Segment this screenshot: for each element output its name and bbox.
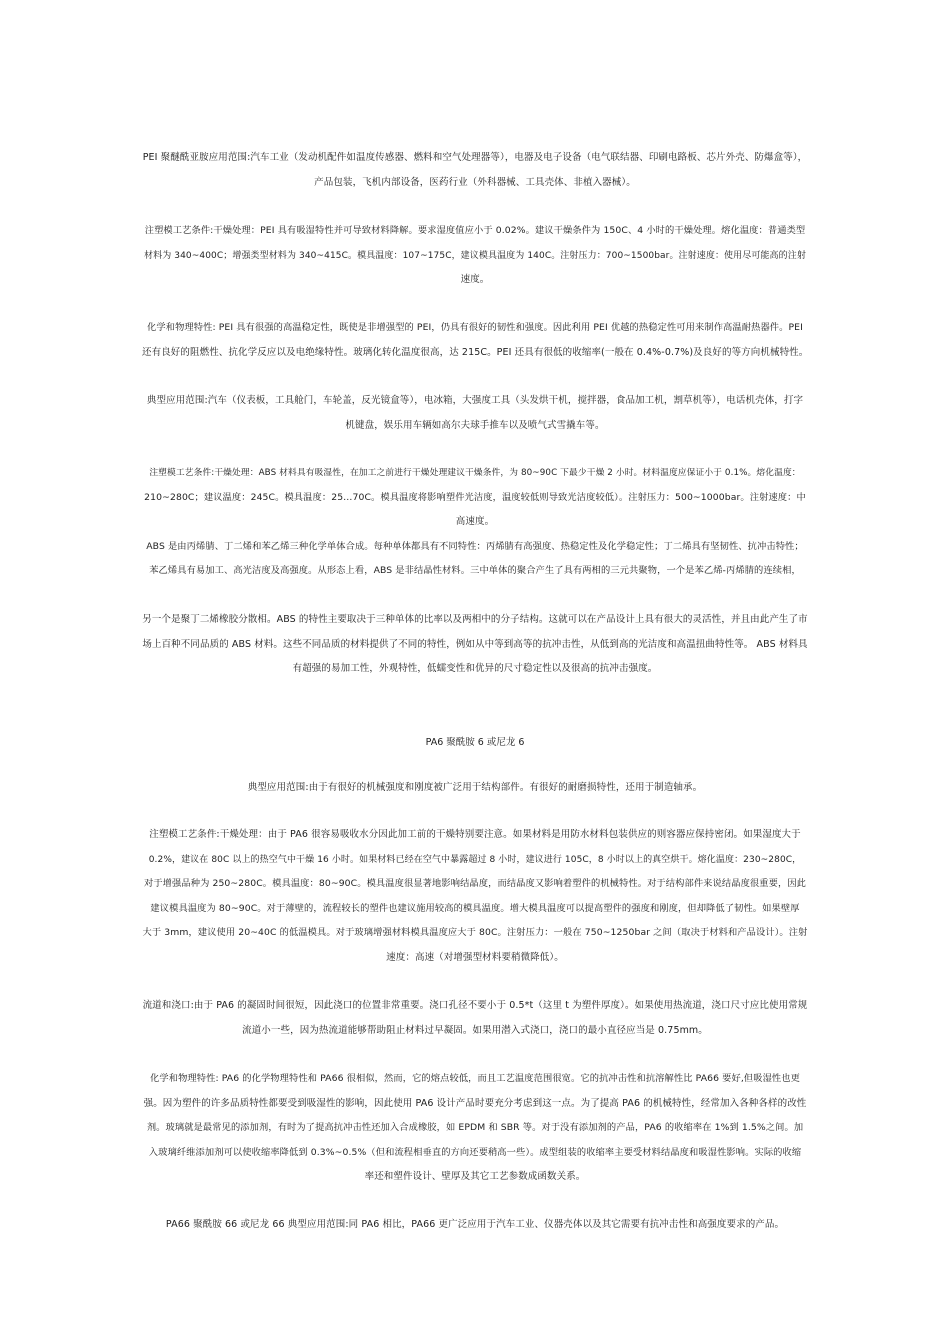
text-line: 大于 3mm，建议使用 20~40C 的低温模具。对于玻璃增强材料模具温度应大于 80C。注射压力：一般在 750~1250bar 之间（取决于材料和产品设计）。注射	[142, 927, 808, 938]
text-line: 另一个是聚丁二烯橡胶分散相。ABS 的特性主要取决于三种单体的比率以及两相中的分子结构。这就可以在产品设计上具有很大的灵活性，并且由此产生了市	[142, 614, 808, 625]
text-line: 注塑模工艺条件:干燥处理：由于 PA6 很容易吸收水分因此加工前的干燥特别要注意。如果材料是用防水材料包装供应的则容器应保持密闭。如果湿度大于	[149, 829, 801, 840]
abs-properties-paragraph	[142, 608, 808, 682]
text-line: 速度：高速（对增强型材料要稍微降低）。	[386, 951, 564, 963]
text-line: ABS 是由丙烯腈、丁二烯和苯乙烯三种化学单体合成。每种单体都具有不同特性：丙烯腈有高强度、热稳定性及化学稳定性；丁二烯具有坚韧性、抗冲击特性；	[146, 540, 804, 552]
abs-application-paragraph	[142, 389, 808, 438]
text-line: 流道小一些，因为热流道能够帮助阻止材料过早凝固。如果用潜入式浇口，浇口的最小直径应当是 0.75mm。	[242, 1024, 708, 1036]
text-line: 苯乙烯具有易加工、高光洁度及高强度。从形态上看，ABS 是非结晶性材料。三中单体的聚合产生了具有两相的三元共聚物，一个是苯乙烯-丙烯腈的连续相，	[149, 565, 801, 576]
text-line: 0.2%，建议在 80C 以上的热空气中干燥 16 小时。如果材料已经在空气中暴露超过 8 小时，建议进行 105C，8 小时以上的真空烘干。熔化温度：230~280C，	[148, 854, 802, 865]
pa6-application-paragraph	[142, 776, 808, 801]
pei-properties-paragraph	[142, 316, 808, 365]
pa6-heading: PA6 聚酰胺 6 或尼龙 6	[425, 737, 525, 748]
pei-molding-paragraph	[142, 219, 808, 293]
text-line: 速度。	[460, 274, 490, 285]
text-line: 对于增强品种为 250~280C。模具温度：80~90C。模具温度很显著地影响结晶度，而结晶度又影响着塑件的机械特性。对于结构部件来说结晶度很重要，因此	[143, 878, 807, 889]
text-line: 场上百种不同品质的 ABS 材料。这些不同品质的材料提供了不同的特性，例如从中等到高等的抗冲击性，从低到高的光洁度和高温扭曲特性等。 ABS 材料具	[142, 638, 808, 650]
pa6-molding-paragraph	[142, 823, 808, 970]
pa66-paragraph	[142, 1213, 808, 1238]
text-line: 机键盘，娱乐用车辆如高尔夫球手推车以及喷气式雪撬车等。	[345, 419, 605, 431]
text-line: 注塑模工艺条件:干燥处理：PEI 具有吸湿特性并可导致材料降解。要求湿度值应小于 0.02%。建议干燥条件为 150C、4 小时的干燥处理。熔化温度：普通类型	[144, 225, 806, 236]
text-line: 流道和浇口:由于 PA6 的凝固时间很短，因此浇口的位置非常重要。浇口孔径不要小于 0.5*t（这里 t 为塑件厚度）。如果使用热流道，浇口尺寸应比使用常规	[142, 1000, 808, 1011]
text-line: 还有良好的阻燃性、抗化学反应以及电绝缘特性。玻璃化转化温度很高，达 215C。PEI 还具有很低的收缩率(一般在 0.4%-0.7%)及良好的等方向机械特性。	[142, 346, 809, 358]
text-line: 剂。玻璃就是最常见的添加剂，有时为了提高抗冲击性还加入合成橡胶，如 EPDM 和 SBR 等。对于没有添加剂的产品，PA6 的收缩率在 1%到 1.5%之间。加	[146, 1122, 804, 1133]
abs-molding-paragraph	[142, 461, 808, 584]
text-line: 入玻璃纤维添加剂可以使收缩率降低到 0.3%~0.5%（但和流程相垂直的方向还要稍高一些）。成型组装的收缩率主要受材料结晶度和吸湿性影响。实际的收缩	[148, 1146, 802, 1158]
text-line: PEI 聚醚酰亚胺应用范围:汽车工业（发动机配件如温度传感器、燃料和空气处理器等），电器及电子设备（电气联结器、印刷电路板、芯片外壳、防爆盒等），	[142, 152, 808, 163]
pei-application-paragraph	[142, 146, 808, 195]
text-line: 有超强的易加工性，外观特性，低蠕变性和优异的尺寸稳定性以及很高的抗冲击强度。	[292, 663, 658, 674]
text-line: 材料为 340~400C；增强类型材料为 340~415C。模具温度：107~175C，建议模具温度为 140C。注射压力：700~1500bar。注射速度：使用尽可能高的注射	[144, 250, 806, 261]
pa6-properties-paragraph	[142, 1067, 808, 1190]
pa6-runner-paragraph	[142, 994, 808, 1043]
text-line: 产品包装，飞机内部设备，医药行业（外科器械、工具壳体、非植入器械）。	[314, 176, 636, 188]
text-line: 高速度。	[455, 516, 495, 527]
text-line: 注塑模工艺条件:干燥处理：ABS 材料具有吸湿性，在加工之前进行干燥处理建议干燥条件，为 80~90C 下最少干燥 2 小时。材料温度应保证小于 0.1%。熔化温度：	[149, 468, 801, 478]
text-line: 建议模具温度为 80~90C。对于薄壁的，流程较长的塑件也建议施用较高的模具温度。增大模具温度可以提高塑件的强度和刚度，但却降低了韧性。如果壁厚	[150, 902, 800, 914]
text-line: 化学和物理特性: PA6 的化学物理特性和 PA66 很相似，然而，它的熔点较低，而且工艺温度范围很宽。它的抗冲击性和抗溶解性比 PA66 要好,但吸湿性也更	[150, 1073, 800, 1084]
text-line: 典型应用范围:汽车（仪表板，工具舱门，车轮盖，反光镜盒等），电冰箱，大强度工具（头发烘干机，搅拌器，食品加工机，割草机等），电话机壳体，打字	[146, 395, 804, 406]
text-line: 典型应用范围:由于有很好的机械强度和刚度被广泛用于结构部件。有很好的耐磨损特性，还用于制造轴承。	[247, 782, 703, 793]
text-line: 率还和塑件设计、壁厚及其它工艺参数成函数关系。	[364, 1171, 586, 1182]
text-line: 化学和物理特性: PEI 具有很强的高温稳定性，既使是非增强型的 PEI，仍具有很好的韧性和强度。因此利用 PEI 优越的热稳定性可用来制作高温耐热器件。PEI	[147, 322, 803, 333]
text-line: 强。因为塑件的许多品质特性都要受到吸湿性的影响，因此使用 PA6 设计产品时要充分考虑到这一点。为了提高 PA6 的机械特性，经常加入各种各样的改性	[143, 1097, 807, 1109]
text-line: 210~280C；建议温度：245C。模具温度：25…70C。模具温度将影响塑件光洁度，温度较低则导致光洁度较低）。注射压力：500~1000bar。注射速度：中	[144, 491, 806, 503]
text-line: PA66 聚酰胺 66 或尼龙 66 典型应用范围:同 PA6 相比，PA66 更广泛应用于汽车工业、仪器壳体以及其它需要有抗冲击性和高强度要求的产品。	[165, 1219, 785, 1230]
